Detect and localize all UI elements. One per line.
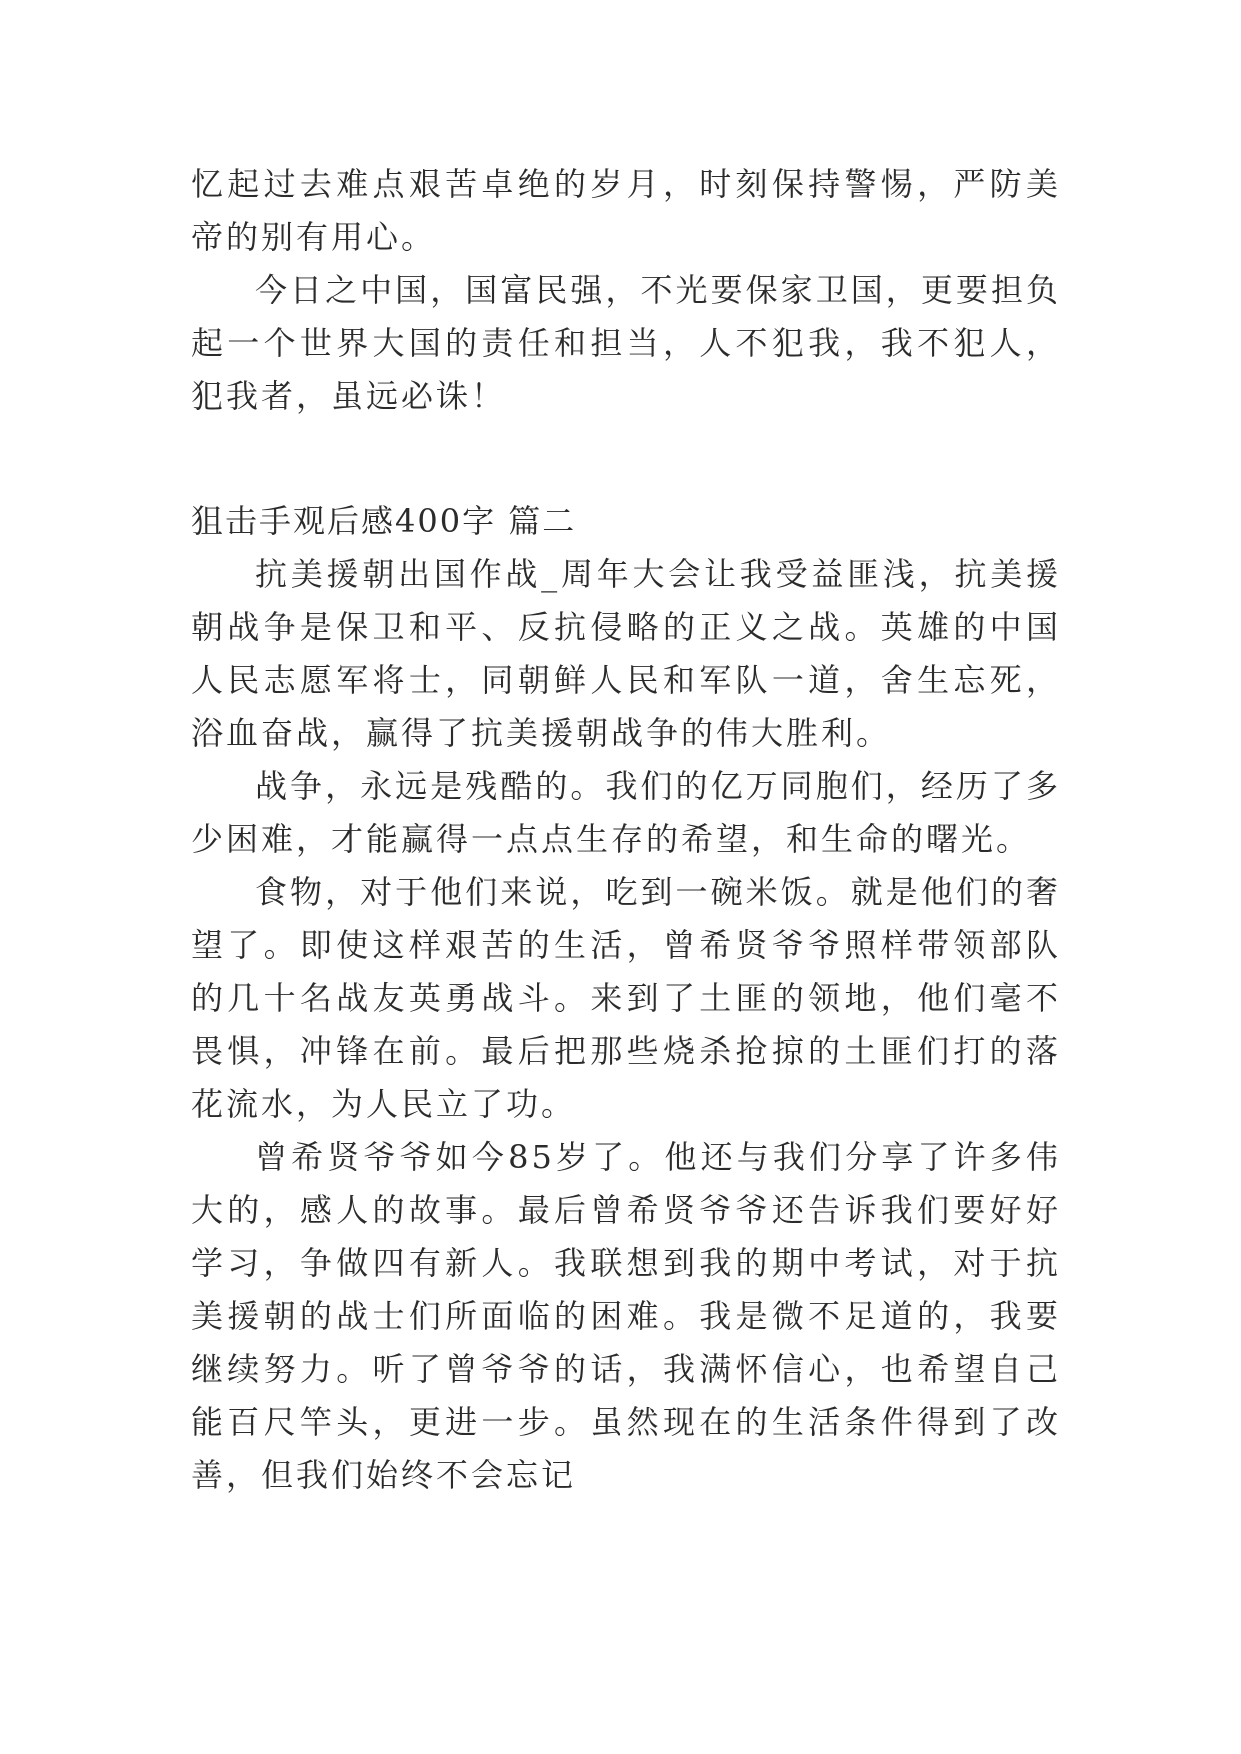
paragraph: 抗美援朝出国作战_周年大会让我受益匪浅，抗美援朝战争是保卫和平、反抗侵略的正义之战。英雄的中国人民志愿军将士，同朝鲜人民和军队一道，舍生忘死，浴血奋战，赢得了抗美援朝战争的伟大胜利。: [191, 555, 1061, 752]
paragraph: 战争，永远是残酷的。我们的亿万同胞们，经历了多少困难，才能赢得一点点生存的希望，和生命的曙光。: [191, 767, 1061, 858]
paragraph-continuation: 忆起过去难点艰苦卓绝的岁月，时刻保持警惕，严防美帝的别有用心。: [191, 165, 1061, 256]
document-body: [191, 158, 1061, 1502]
paragraph-closing: 今日之中国，国富民强，不光要保家卫国，更要担负起一个世界大国的责任和担当，人不犯我，我不犯人，犯我者，虽远必诛！: [191, 271, 1061, 415]
paragraph: 食物，对于他们来说，吃到一碗米饭。就是他们的奢望了。即使这样艰苦的生活，曾希贤爷爷照样带领部队的几十名战友英勇战斗。来到了土匪的领地，他们毫不畏惧，冲锋在前。最后把那些烧杀抢掠的土匪们打的落花流水，为人民立了功。: [191, 873, 1061, 1123]
section-heading: 狙击手观后感400字 篇二: [191, 502, 577, 540]
paragraph: 曾希贤爷爷如今85岁了。他还与我们分享了许多伟大的，感人的故事。最后曾希贤爷爷还告诉我们要好好学习，争做四有新人。我联想到我的期中考试，对于抗美援朝的战士们所面临的困难。我是微不足道的，我要继续努力。听了曾爷爷的话，我满怀信心，也希望自己能百尺竿头，更进一步。虽然现在的生活条件得到了改善，但我们始终不会忘记: [191, 1138, 1061, 1494]
